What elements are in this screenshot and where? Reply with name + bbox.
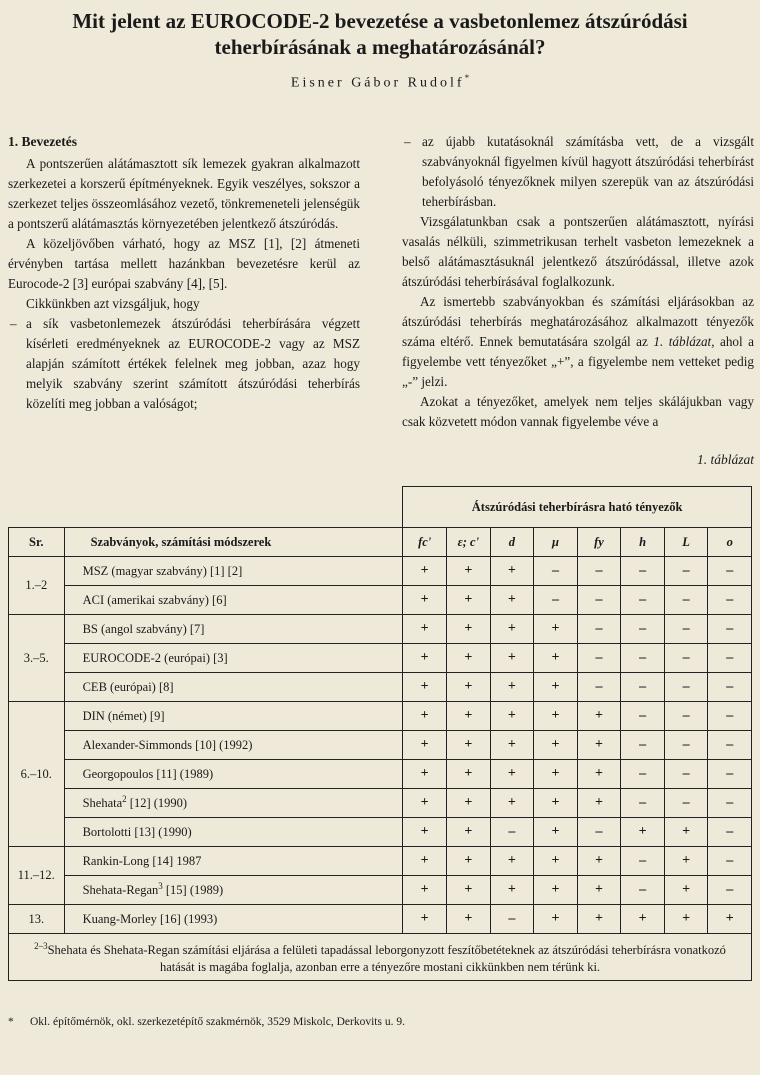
col-header-factor: h bbox=[621, 528, 665, 557]
factor-mark: – bbox=[577, 586, 621, 615]
factor-mark: – bbox=[664, 702, 708, 731]
factor-mark: + bbox=[490, 760, 534, 789]
factor-mark: + bbox=[577, 876, 621, 905]
method-name-text: MSZ (magyar szabvány) [1] [2] bbox=[82, 563, 243, 578]
method-name-text: Alexander-Simmonds [10] (1992) bbox=[82, 737, 253, 752]
method-name-sup: 2 bbox=[122, 794, 127, 805]
title-line-1: Mit jelent az EUROCODE-2 bevezetése a vasbetonlemez átszúródási bbox=[72, 9, 688, 33]
col-header-factor: fc' bbox=[403, 528, 447, 557]
factor-mark: – bbox=[621, 586, 665, 615]
factor-mark: – bbox=[708, 702, 752, 731]
paragraph-5 bbox=[402, 292, 754, 392]
dash-item-2-text: az újabb kutatásoknál számításba vett, de a vizsgált szabványoknál figyelmen kívül hagyott átszúródási teherbírást befolyásoló tényezőknek milyen szerepük van az átszúródási teherbírásban. bbox=[422, 134, 754, 209]
factor-mark: + bbox=[403, 615, 447, 644]
factor-mark: + bbox=[447, 760, 491, 789]
col-header-sr: Sr. bbox=[9, 528, 65, 557]
factor-mark: + bbox=[577, 905, 621, 934]
right-column bbox=[402, 132, 754, 432]
table-body bbox=[9, 557, 752, 934]
dash-mark: – bbox=[10, 316, 17, 331]
factor-mark: + bbox=[403, 905, 447, 934]
author-footnote-mark: * bbox=[464, 73, 470, 83]
factor-mark: – bbox=[577, 557, 621, 586]
dash-mark: – bbox=[404, 134, 411, 149]
factor-mark: + bbox=[621, 818, 665, 847]
factor-mark: + bbox=[403, 673, 447, 702]
table-row bbox=[9, 586, 752, 615]
factor-mark: – bbox=[621, 876, 665, 905]
factor-mark: – bbox=[577, 615, 621, 644]
paragraph-5-a: Az ismertebb szabványokban és számítási eljárásokban az átszúródási teherbírás meghatározásához alkalmazott tényezők száma eltérő. Ennek bemutatására szolgál az bbox=[402, 294, 754, 349]
row-group-number: 1.–2 bbox=[9, 557, 65, 615]
factor-mark: + bbox=[490, 673, 534, 702]
table-row bbox=[9, 673, 752, 702]
factor-mark: – bbox=[621, 615, 665, 644]
page-footnote-mark: * bbox=[8, 1016, 14, 1028]
factor-mark: + bbox=[490, 847, 534, 876]
table-row bbox=[9, 876, 752, 905]
factor-mark: + bbox=[447, 557, 491, 586]
method-name bbox=[64, 847, 403, 876]
factor-mark: + bbox=[490, 644, 534, 673]
factor-mark: + bbox=[577, 847, 621, 876]
factor-mark: + bbox=[577, 789, 621, 818]
factor-mark: – bbox=[490, 818, 534, 847]
author-name: Eisner Gábor Rudolf bbox=[290, 75, 465, 91]
factor-mark: + bbox=[490, 557, 534, 586]
factor-mark: + bbox=[447, 847, 491, 876]
factor-mark: + bbox=[664, 876, 708, 905]
dash-item-1 bbox=[8, 314, 360, 414]
factor-mark: – bbox=[664, 557, 708, 586]
factor-mark: + bbox=[447, 702, 491, 731]
factor-mark: – bbox=[708, 615, 752, 644]
row-group-number: 11.–12. bbox=[9, 847, 65, 905]
factor-mark: + bbox=[534, 731, 578, 760]
method-name bbox=[64, 586, 403, 615]
factor-mark: – bbox=[708, 586, 752, 615]
factor-mark: – bbox=[708, 760, 752, 789]
table-footnote-sup: 2–3 bbox=[34, 941, 48, 951]
factor-mark: + bbox=[403, 760, 447, 789]
factor-mark: + bbox=[708, 905, 752, 934]
method-name bbox=[64, 876, 403, 905]
factor-mark: + bbox=[534, 702, 578, 731]
table-column-header-row bbox=[9, 528, 752, 557]
factor-mark: + bbox=[490, 702, 534, 731]
method-name bbox=[64, 557, 403, 586]
factor-mark: – bbox=[577, 644, 621, 673]
factor-mark: + bbox=[403, 789, 447, 818]
table-row bbox=[9, 789, 752, 818]
method-name-text: ACI (amerikai szabvány) [6] bbox=[82, 592, 227, 607]
factor-mark: + bbox=[490, 876, 534, 905]
table-row bbox=[9, 702, 752, 731]
factor-mark: + bbox=[447, 818, 491, 847]
factor-mark: – bbox=[708, 847, 752, 876]
factor-mark: – bbox=[621, 644, 665, 673]
factor-mark: – bbox=[621, 760, 665, 789]
method-name bbox=[64, 789, 403, 818]
factor-mark: – bbox=[621, 847, 665, 876]
factor-mark: – bbox=[534, 586, 578, 615]
table-footnote-text: Shehata és Shehata-Regan számítási eljárása a felületi tapadással leborgonyzott feszítőbetéteknek az átszúródási teherbírásra vonatkozó hatását is magába foglalja, azonban erre a tényezőre mostani cikkünkben nem térünk ki. bbox=[47, 943, 726, 975]
factor-mark: + bbox=[447, 644, 491, 673]
factor-mark: + bbox=[534, 760, 578, 789]
section-heading: 1. Bevezetés bbox=[8, 134, 77, 149]
factor-mark: + bbox=[403, 818, 447, 847]
factor-mark: – bbox=[708, 644, 752, 673]
paragraph-3: Cikkünkben azt vizsgáljuk, hogy bbox=[26, 296, 200, 311]
paragraph-2: A közeljövőben várható, hogy az MSZ [1], [2] átmeneti érvényben tartása mellett hazánkban bevezetésre kerül az Eurocode-2 [3] európai szabvány [4], [5]. bbox=[8, 236, 360, 291]
table-row bbox=[9, 847, 752, 876]
factor-mark: – bbox=[621, 557, 665, 586]
row-group-number: 6.–10. bbox=[9, 702, 65, 847]
factor-mark: + bbox=[447, 789, 491, 818]
col-header-name: Szabványok, számítási módszerek bbox=[64, 528, 403, 557]
method-name-text: CEB (európai) [8] bbox=[82, 679, 174, 694]
page-footnote bbox=[8, 1016, 405, 1028]
factor-mark: – bbox=[664, 760, 708, 789]
factor-table bbox=[8, 486, 752, 981]
factor-mark: – bbox=[621, 789, 665, 818]
factor-mark: – bbox=[708, 673, 752, 702]
factor-mark: + bbox=[447, 615, 491, 644]
factor-mark: + bbox=[403, 644, 447, 673]
method-name bbox=[64, 905, 403, 934]
factor-mark: + bbox=[534, 905, 578, 934]
factor-mark: – bbox=[664, 673, 708, 702]
factor-mark: + bbox=[447, 876, 491, 905]
table-group-header: Átszúródási teherbírásra ható tényezők bbox=[403, 487, 752, 528]
factor-mark: + bbox=[403, 702, 447, 731]
method-name-text: DIN (német) [9] bbox=[82, 708, 165, 723]
col-header-factor: ε; c' bbox=[447, 528, 491, 557]
factor-mark: + bbox=[490, 615, 534, 644]
factor-mark: – bbox=[664, 644, 708, 673]
factor-mark: + bbox=[577, 760, 621, 789]
factor-mark: + bbox=[490, 586, 534, 615]
factor-mark: + bbox=[403, 847, 447, 876]
table-row bbox=[9, 557, 752, 586]
factor-mark: + bbox=[577, 731, 621, 760]
col-header-factor: L bbox=[664, 528, 708, 557]
method-name-text: EUROCODE-2 (európai) [3] bbox=[82, 650, 228, 665]
factor-mark: – bbox=[708, 557, 752, 586]
factor-mark: + bbox=[664, 818, 708, 847]
table-reference: 1. táblázat bbox=[653, 334, 712, 349]
table-row bbox=[9, 615, 752, 644]
factor-mark: + bbox=[403, 876, 447, 905]
factor-mark: + bbox=[621, 905, 665, 934]
author-line bbox=[0, 73, 760, 92]
paragraph-1: A pontszerűen alátámasztott sík lemezek gyakran alkalmazott szerkezetei a korszerű építményeknek. Egyik veszélyes, sokszor a szerkezet teljes összeomlásához vezető, tönkremeneteli jelenségük a pontszerű alátámasztás környezetében jelentkező átszúródás. bbox=[8, 156, 360, 231]
method-name bbox=[64, 644, 403, 673]
col-header-factor: ο bbox=[708, 528, 752, 557]
factor-mark: – bbox=[664, 731, 708, 760]
factor-mark: – bbox=[708, 876, 752, 905]
factor-mark: + bbox=[403, 731, 447, 760]
method-name-rest: [12] (1990) bbox=[126, 796, 188, 811]
factor-mark: + bbox=[534, 673, 578, 702]
factor-mark: – bbox=[708, 818, 752, 847]
paragraph-4: Vizsgálatunkban csak a pontszerűen alátámasztott, nyírási vasalás nélküli, szimmetrikusan terhelt vasbeton lemezeknek a belső alátámasztásuknál jelentkező átszúródással, illetve azok átszúródási teherbírásával foglalkozunk. bbox=[402, 214, 754, 289]
table-footnote bbox=[9, 934, 752, 981]
factor-mark: + bbox=[447, 905, 491, 934]
factor-mark: + bbox=[403, 557, 447, 586]
method-name-text: BS (angol szabvány) [7] bbox=[82, 621, 205, 636]
factor-mark: + bbox=[577, 702, 621, 731]
method-name-text: Kuang-Morley [16] (1993) bbox=[82, 911, 218, 926]
col-header-factor: d bbox=[490, 528, 534, 557]
factor-mark: + bbox=[534, 847, 578, 876]
factor-mark: + bbox=[534, 789, 578, 818]
col-header-factor: fy bbox=[577, 528, 621, 557]
factor-mark: – bbox=[534, 557, 578, 586]
table-caption: 1. táblázat bbox=[696, 452, 754, 467]
factor-mark: + bbox=[664, 847, 708, 876]
factor-mark: – bbox=[708, 789, 752, 818]
title-line-2: teherbírásának a meghatározásánál? bbox=[214, 35, 546, 59]
method-name-rest: [15] (1989) bbox=[162, 883, 224, 898]
table-row bbox=[9, 760, 752, 789]
table-row bbox=[9, 644, 752, 673]
method-name bbox=[64, 673, 403, 702]
method-name-text: Rankin-Long [14] 1987 bbox=[82, 853, 202, 868]
factor-mark: + bbox=[534, 818, 578, 847]
method-name-text: Shehata bbox=[82, 796, 123, 811]
factor-mark: – bbox=[621, 702, 665, 731]
dash-item-2 bbox=[402, 132, 754, 212]
factor-mark: + bbox=[447, 673, 491, 702]
factor-mark: – bbox=[577, 818, 621, 847]
left-column bbox=[8, 132, 360, 414]
article-title bbox=[0, 8, 760, 60]
method-name bbox=[64, 731, 403, 760]
factor-mark: + bbox=[664, 905, 708, 934]
method-name bbox=[64, 702, 403, 731]
row-group-number: 3.–5. bbox=[9, 615, 65, 702]
factor-mark: + bbox=[403, 586, 447, 615]
factor-mark: + bbox=[490, 731, 534, 760]
factor-mark: + bbox=[490, 789, 534, 818]
table-row bbox=[9, 905, 752, 934]
method-name-text: Georgopoulos [11] (1989) bbox=[82, 766, 214, 781]
method-name-text: Bortolotti [13] (1990) bbox=[82, 824, 192, 839]
factor-mark: – bbox=[664, 615, 708, 644]
method-name bbox=[64, 615, 403, 644]
table-row bbox=[9, 818, 752, 847]
page-footnote-text: Okl. építőmérnök, okl. szerkezetépítő szakmérnök, 3529 Miskolc, Derkovits u. 9. bbox=[30, 1016, 405, 1028]
factor-mark: + bbox=[447, 586, 491, 615]
paragraph-6: Azokat a tényezőket, amelyek nem teljes skálájukban vagy csak közvetett módon vannak figyelembe véve a bbox=[402, 394, 754, 429]
factor-mark: – bbox=[708, 731, 752, 760]
factor-mark: – bbox=[577, 673, 621, 702]
factor-mark: + bbox=[534, 615, 578, 644]
factor-mark: – bbox=[621, 731, 665, 760]
factor-mark: – bbox=[621, 673, 665, 702]
method-name bbox=[64, 760, 403, 789]
method-name-sup: 3 bbox=[158, 881, 163, 892]
factor-mark: – bbox=[664, 789, 708, 818]
row-group-number: 13. bbox=[9, 905, 65, 934]
factor-mark: + bbox=[534, 876, 578, 905]
method-name-text: Shehata-Regan bbox=[82, 883, 159, 898]
col-header-factor: μ bbox=[534, 528, 578, 557]
method-name bbox=[64, 818, 403, 847]
factor-mark: – bbox=[490, 905, 534, 934]
paragraph-5-b: , ahol a figyelembe vett tényezőket „+”, a figyelembe nem vetteket pedig „-” jelzi. bbox=[402, 334, 754, 389]
factor-mark: + bbox=[447, 731, 491, 760]
table-row bbox=[9, 731, 752, 760]
factor-mark: + bbox=[534, 644, 578, 673]
factor-mark: – bbox=[664, 586, 708, 615]
dash-item-1-text: a sík vasbetonlemezek átszúródási teherbírására végzett kísérleti eredményeknek az EUROCODE-2 vagy az MSZ alapján számított értékek felelnek meg jobban, azaz hogy melyik szabvány szerint számított átszúródási teherbírás közelíti meg jobban a valóságot; bbox=[26, 316, 360, 411]
table-blank-corner bbox=[9, 487, 403, 528]
